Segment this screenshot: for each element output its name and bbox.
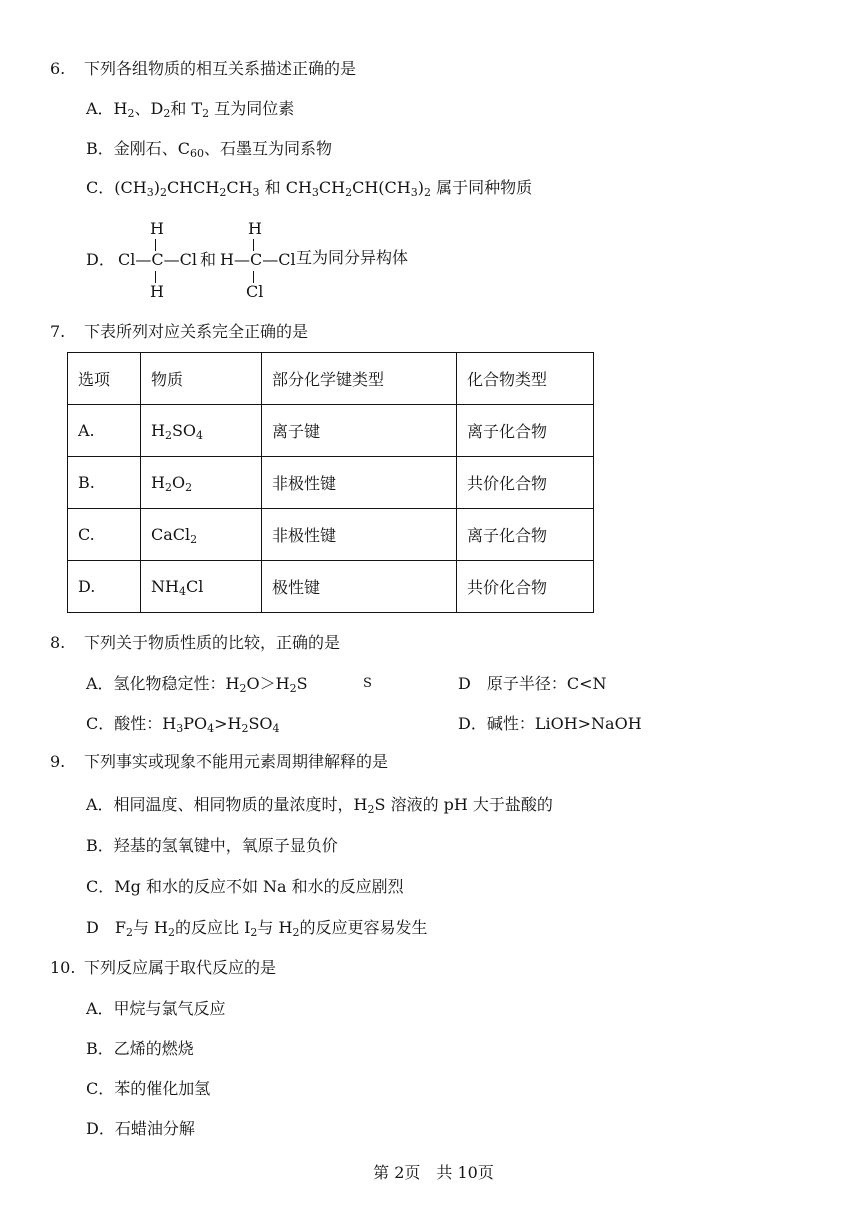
question-6-option-b: B．金刚石、$C_{60}$、石墨互为同系物 xyxy=(86,139,333,160)
table-row xyxy=(68,405,594,457)
question-9-option-d: D $F_2$与 $H_2$的反应比 $I_2$与 $H_2$的反应更容易发生 xyxy=(86,918,428,939)
cell-substance: $NH_4Cl$ xyxy=(141,561,262,613)
question-8-option-b: D 原子半径：C<N xyxy=(458,674,607,693)
table-row xyxy=(68,457,594,509)
question-8-option-c: C．酸性：$H_3PO_4>H_2SO_4$ xyxy=(86,714,280,735)
question-7-table xyxy=(67,352,594,613)
question-9-option-b: B．羟基的氢氧键中，氧原子显负价 xyxy=(86,836,338,855)
right-main-chain: H—C—Cl xyxy=(220,250,296,269)
question-8-stem: 8. 下列关于物质性质的比较，正确的是 xyxy=(50,633,341,652)
question-8-stray-mark: S xyxy=(363,676,372,691)
right-top-h: H xyxy=(248,219,262,238)
question-9-option-a: A．相同温度、相同物质的量浓度时，$H_2S$ 溶液的 pH 大于盐酸的 xyxy=(86,795,553,816)
cell-compound-type: 离子化合物 xyxy=(457,405,594,457)
cell-bond-type: 非极性键 xyxy=(262,509,457,561)
cell-compound-type: 共价化合物 xyxy=(457,457,594,509)
question-6-option-c: C．$(CH_3)_2CHCH_2CH_3$ 和 $CH_3CH_2CH(CH_3)_2$ 属于同种物质 xyxy=(86,178,533,199)
question-9-stem: 9. 下列事实或现象不能用元素周期律解释的是 xyxy=(50,752,389,771)
cell-substance: CaCl$_2$ xyxy=(141,509,262,561)
header-cell: 选项 xyxy=(68,353,141,405)
question-6-option-a: A．$H_2$、$D_2$和 $T_2$ 互为同位素 xyxy=(86,99,295,120)
cell-option: B. xyxy=(68,457,141,509)
cell-bond-type: 极性键 xyxy=(262,561,457,613)
cell-bond-type: 离子键 xyxy=(262,405,457,457)
question-8-option-d: D．碱性：LiOH>NaOH xyxy=(458,714,642,733)
question-9-option-c: C．Mg 和水的反应不如 Na 和水的反应剧烈 xyxy=(86,877,404,896)
left-top-h: H xyxy=(150,219,164,238)
cell-compound-type: 共价化合物 xyxy=(457,561,594,613)
header-cell: 物质 xyxy=(141,353,262,405)
option-d-label: D． xyxy=(86,250,115,269)
header-cell: 部分化学键类型 xyxy=(262,353,457,405)
question-10-option-b: B．乙烯的燃烧 xyxy=(86,1039,194,1058)
option-d-suffix: 互为同分异构体 xyxy=(296,248,409,267)
left-bottom-h: H xyxy=(150,282,164,301)
cell-option: D. xyxy=(68,561,141,613)
table-row xyxy=(68,509,594,561)
table-header-row xyxy=(68,353,594,405)
question-10-option-d: D．石蜡油分解 xyxy=(86,1119,195,1138)
left-main-chain: Cl—C—Cl xyxy=(118,250,197,269)
table-row xyxy=(68,561,594,613)
structure-connector: 和 xyxy=(200,250,217,269)
right-bottom-cl: Cl xyxy=(246,282,264,301)
question-7-stem: 7. 下表所列对应关系完全正确的是 xyxy=(50,322,309,341)
question-10-option-a: A．甲烷与氯气反应 xyxy=(86,999,226,1018)
cell-option: C. xyxy=(68,509,141,561)
page-footer: 第 2页 共 10页 xyxy=(373,1163,494,1182)
header-cell: 化合物类型 xyxy=(457,353,594,405)
cell-option: A. xyxy=(68,405,141,457)
question-6-option-d-structures xyxy=(86,218,446,308)
question-8-option-a: A．氢化物稳定性：$H_2O>H_2S$ xyxy=(86,674,308,695)
cell-substance: $H_2O_2$ xyxy=(141,457,262,509)
cell-bond-type: 非极性键 xyxy=(262,457,457,509)
cell-compound-type: 离子化合物 xyxy=(457,509,594,561)
question-10-stem: 10. 下列反应属于取代反应的是 xyxy=(50,958,277,977)
question-6-stem: 6. 下列各组物质的相互关系描述正确的是 xyxy=(50,59,357,78)
question-10-option-c: C．苯的催化加氢 xyxy=(86,1079,211,1098)
cell-substance: $H_2SO_4$ xyxy=(141,405,262,457)
